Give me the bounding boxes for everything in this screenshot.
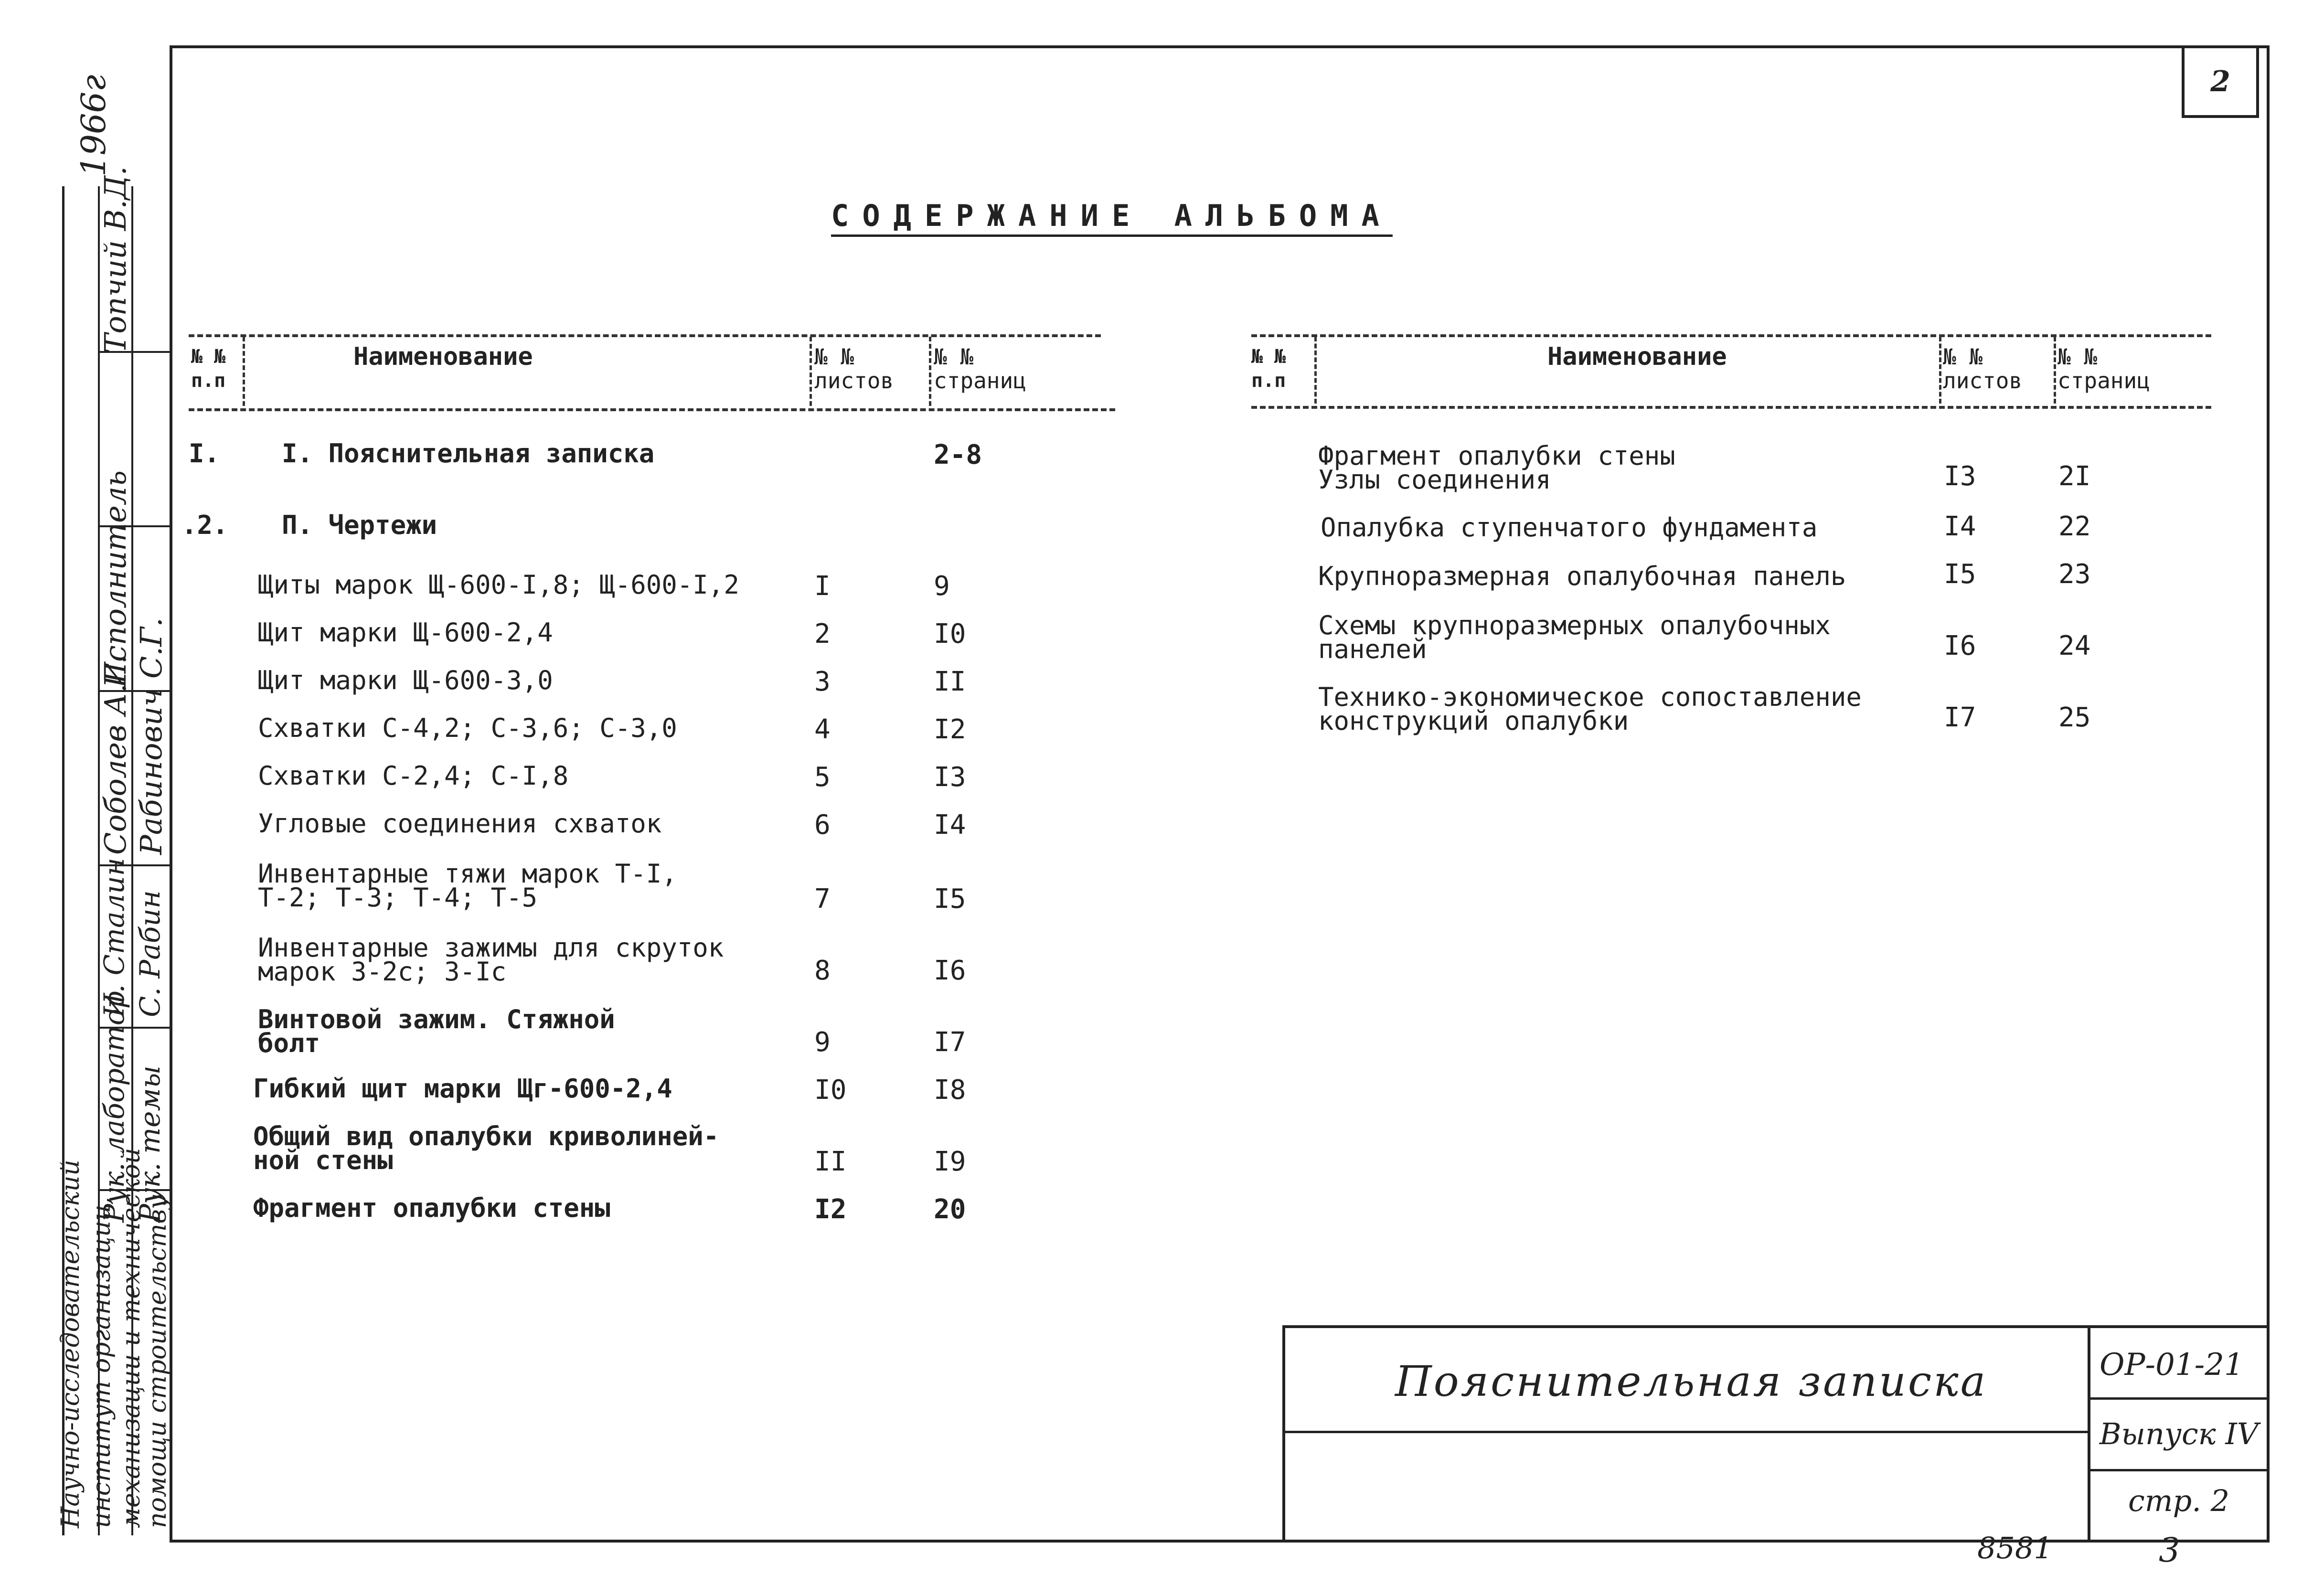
left-row-sheets: I	[814, 571, 831, 602]
right-row-pages: 22	[2058, 511, 2091, 542]
left-row-sheets: I2	[814, 1194, 847, 1225]
right-row-pages: 25	[2058, 702, 2091, 733]
role-lab-head-name: И. Сталин	[98, 858, 130, 1017]
right-row-pages: 23	[2058, 559, 2091, 590]
left-row-pages: I7	[934, 1027, 966, 1058]
left-row-pages: I6	[934, 955, 966, 986]
left-row-sheets: 7	[814, 883, 831, 915]
inventory-number: 8581	[1977, 1531, 2053, 1565]
role-theme-head-name: С. Рабин	[134, 890, 166, 1017]
left-row-name: Щиты марок Щ-600-I,8; Щ-600-I,2	[258, 570, 739, 600]
left-row-sheets: 6	[814, 809, 831, 841]
left-row-sheets: I0	[814, 1075, 847, 1106]
page-number-box	[2182, 45, 2259, 118]
sheet-page: стр. 2	[2128, 1483, 2230, 1518]
left-row-name: П. Чертежи	[282, 510, 437, 540]
left-row-name: I. Пояснительная записка	[282, 438, 655, 468]
year-stamp: 1966г	[74, 74, 113, 177]
left-header-pages: № № страниц	[934, 344, 1026, 394]
right-header-num: № № п.п	[1251, 346, 1286, 392]
left-row-pages: I2	[934, 714, 966, 745]
role-theme-head: Рук. темы	[134, 1065, 166, 1223]
left-row-pages: 9	[934, 571, 950, 602]
title-block	[1282, 1325, 2267, 1540]
org-line-2: институт организации,	[87, 1197, 116, 1528]
left-row-pages: I3	[934, 762, 966, 793]
right-row-sheets: I6	[1944, 630, 1976, 661]
left-row-name: Щит марки Щ-600-2,4	[258, 617, 553, 648]
left-row-sheets: 8	[814, 955, 831, 986]
left-row-sheets: 5	[814, 762, 831, 793]
left-row-pages: I4	[934, 809, 966, 841]
page-number: 2	[2210, 65, 2230, 98]
right-row-sheets: I5	[1944, 559, 1976, 590]
right-row-name: Фрагмент опалубки стены Узлы соединения	[1318, 441, 1675, 495]
left-header-sheets: № № листов	[814, 344, 894, 394]
left-header-name: Наименование	[353, 342, 533, 371]
left-row-name: Угловые соединения схваток	[258, 809, 662, 839]
right-header-pages: № № страниц	[2057, 344, 2150, 394]
left-row-pages: 20	[934, 1194, 966, 1225]
right-row-sheets: I4	[1944, 511, 1976, 542]
right-row-sheets: I7	[1944, 702, 1976, 733]
right-row-pages: 2I	[2058, 461, 2091, 492]
org-line-3: механизации и технической	[117, 1148, 146, 1528]
right-row-name: Схемы крупноразмерных опалубочных панелей	[1318, 610, 1831, 664]
left-row-sheets: 4	[814, 714, 831, 745]
org-line-1: Научно-исследовательский	[56, 1160, 85, 1528]
document-code: ОР-01-21	[2100, 1347, 2244, 1383]
left-row-pages: I8	[934, 1075, 966, 1106]
left-row-sheets: II	[814, 1146, 847, 1177]
right-row-pages: 24	[2058, 630, 2091, 661]
right-row-name: Опалубка ступенчатого фундамента	[1321, 512, 1818, 543]
left-row-pages: II	[934, 666, 966, 697]
left-row-name: Схватки С-2,4; С-I,8	[258, 761, 569, 791]
author-name-3: Рабинович С.Г.	[134, 617, 169, 855]
issue-number: Выпуск IV	[2100, 1416, 2259, 1451]
left-row-sheets: 2	[814, 618, 831, 649]
left-row-sheets: 3	[814, 666, 831, 697]
left-row-name: Инвентарные зажимы для скруток марок З-2с; З-Iс	[258, 933, 724, 987]
right-row-name: Крупноразмерная опалубочная панель	[1318, 561, 1846, 591]
left-row-name: Инвентарные тяжи марок Т-I, Т-2; Т-3; Т-4; Т-5	[258, 859, 677, 913]
role-lab-head: Рук. лаборатор	[98, 991, 130, 1223]
drawing-frame	[170, 45, 2270, 1543]
page-title: СОДЕРЖАНИЕ АЛЬБОМА	[831, 198, 1393, 233]
left-row-name: Схватки С-4,2; С-3,6; С-3,0	[258, 713, 677, 743]
left-row-pages: I5	[934, 883, 966, 915]
left-row-num: I.	[189, 438, 220, 468]
left-row-sheets: 9	[814, 1027, 831, 1058]
left-row-name: Винтовой зажим. Стяжной болт	[258, 1004, 615, 1058]
org-line-4: помощи строительству	[143, 1194, 172, 1528]
left-header-num: № № п.п	[191, 346, 226, 392]
right-row-name: Технико-экономическое сопоставление конструкций опалубки	[1318, 682, 1862, 736]
left-row-name: Фрагмент опалубки стены	[253, 1193, 610, 1223]
right-row-sheets: I3	[1944, 461, 1976, 492]
right-header-name: Наименование	[1547, 342, 1727, 371]
left-row-pages: 2-8	[934, 439, 982, 470]
left-row-name: Общий вид опалубки криволиней- ной стены	[253, 1121, 719, 1175]
right-header-sheets: № № листов	[1943, 344, 2023, 394]
executor-label: Исполнитель	[98, 470, 133, 688]
left-row-pages: I9	[934, 1146, 966, 1177]
left-row-num: .2.	[181, 510, 228, 540]
sheet-count: 3	[2159, 1531, 2180, 1570]
author-name-1: Топчий В.Д.	[98, 166, 133, 353]
left-row-name: Щит марки Щ-600-3,0	[258, 665, 553, 695]
document-name: Пояснительная записка	[1395, 1357, 1988, 1406]
left-row-pages: I0	[934, 618, 966, 649]
author-name-2: Соболев А.Г.	[98, 654, 133, 855]
left-row-name: Гибкий щит марки Щг-600-2,4	[253, 1074, 672, 1104]
